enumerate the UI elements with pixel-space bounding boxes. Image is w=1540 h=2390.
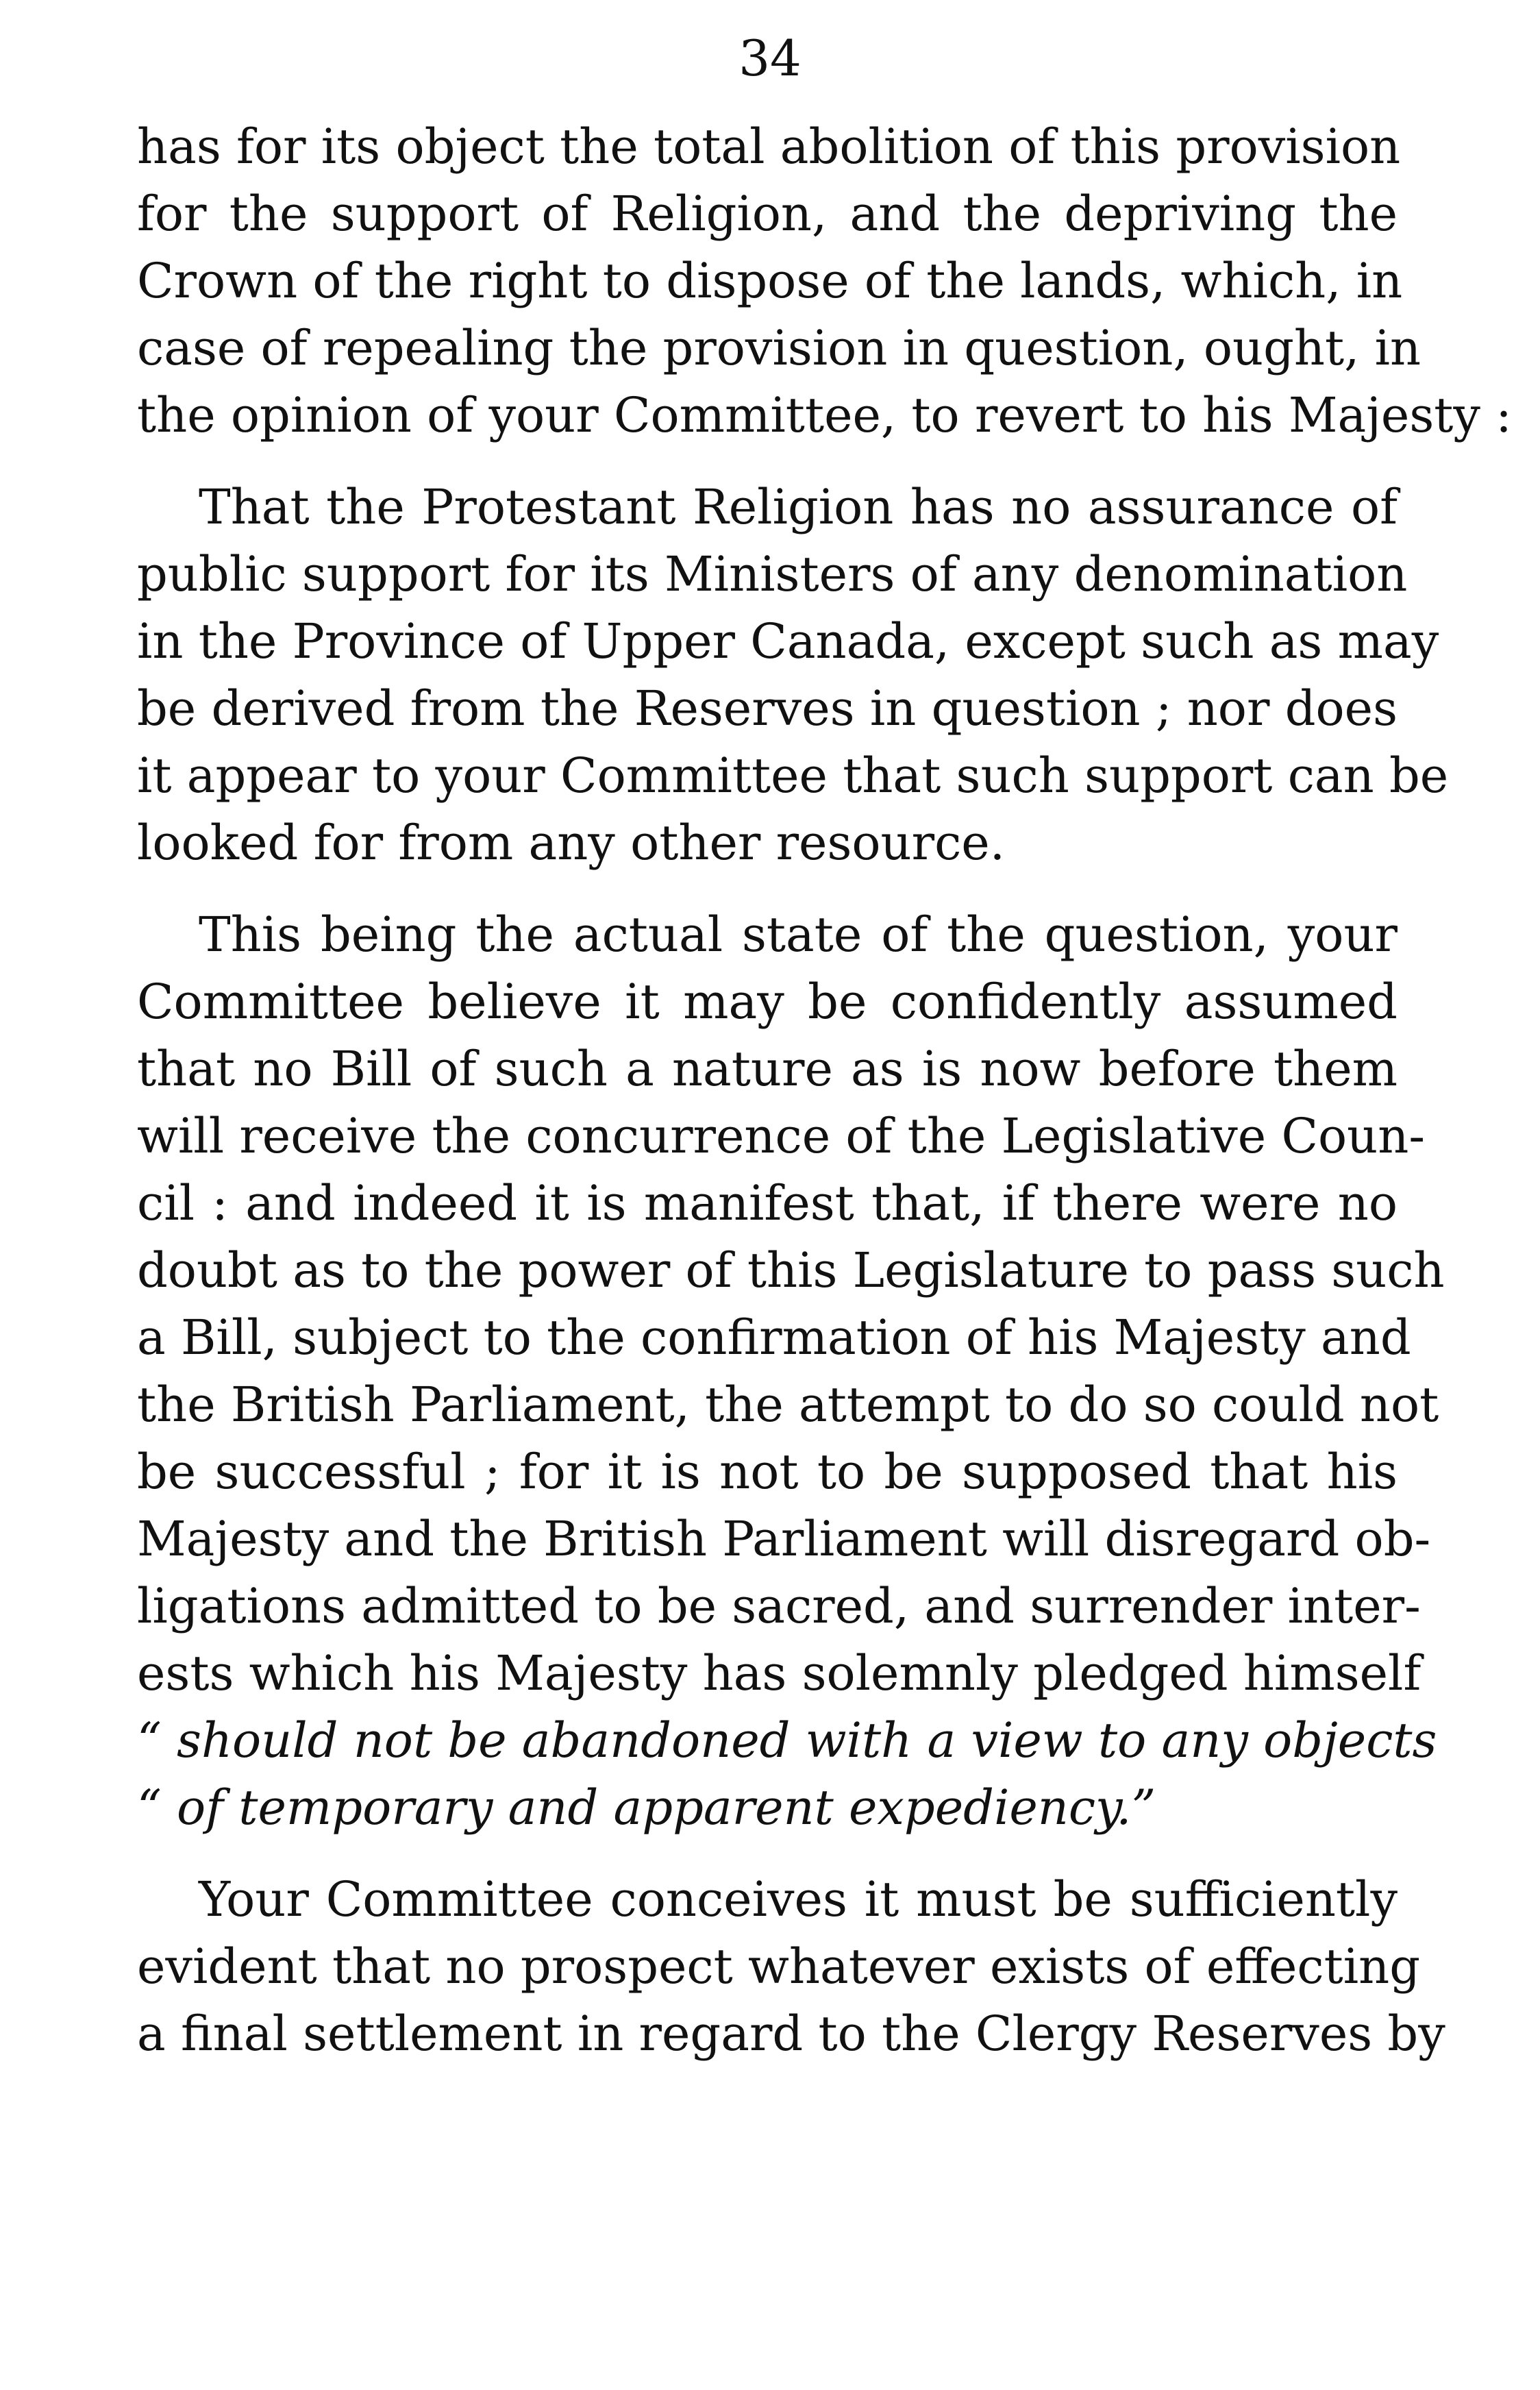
paragraph-2 [137, 473, 1449, 876]
text-line: looked for from any other resource. [137, 815, 1005, 871]
text-line: it appear to your Committee that such support can be [137, 748, 1449, 804]
text-line: public support for its Ministers of any denomination [137, 546, 1408, 602]
text-line: evident that no prospect whatever exists of effecting [137, 1938, 1421, 1995]
text-line: That the Protestant Religion has no assurance of [199, 479, 1398, 535]
text-line: has for its object the total abolition of this provision [137, 119, 1401, 175]
text-line: will receive the concurrence of the Legislative Coun- [137, 1108, 1425, 1164]
quoted-text-line: “ should not be abandoned with a view to any objects [137, 1712, 1437, 1769]
text-line: ligations admitted to be sacred, and surrender inter- [137, 1578, 1421, 1634]
text-line: Majesty and the British Parliament will disregard ob- [137, 1511, 1431, 1567]
text-line: This being the actual state of the question, your [199, 907, 1398, 963]
paragraph-4 [137, 1866, 1445, 2067]
quoted-text-line: “ of temporary and apparent expediency.” [137, 1779, 1156, 1836]
text-line: be derived from the Reserves in question ; nor does [137, 680, 1398, 737]
text-line: the British Parliament, the attempt to do so could not [137, 1377, 1439, 1433]
text-line: in the Province of Upper Canada, except such as may [137, 613, 1439, 669]
text-line: ests which his Majesty has solemnly pledged himself [137, 1645, 1421, 1701]
text-line: doubt as to the power of this Legislature to pass such [137, 1242, 1445, 1298]
text-line: Crown of the right to dispose of the lands, which, in [137, 253, 1403, 309]
text-line: cil : and indeed it is manifest that, if there were no [137, 1175, 1398, 1231]
text-line: for the support of Religion, and the depriving the [137, 186, 1398, 242]
text-line: the opinion of your Committee, to revert to his Majesty : [137, 387, 1512, 443]
text-line: a Bill, subject to the confirmation of his Majesty and [137, 1309, 1411, 1366]
paragraph-3 [137, 901, 1445, 1841]
page-number: 34 [738, 29, 802, 87]
text-line: Committee believe it may be confidently assumed [137, 974, 1398, 1030]
text-line: be successful ; for it is not to be supposed that his [137, 1444, 1398, 1500]
text-line: that no Bill of such a nature as is now before them [137, 1041, 1398, 1097]
paragraph-1 [137, 113, 1512, 449]
text-line: case of repealing the provision in question, ought, in [137, 320, 1421, 376]
text-line: Your Committee conceives it must be sufficiently [199, 1871, 1398, 1927]
text-line: a final settlement in regard to the Clergy Reserves by [137, 2006, 1445, 2062]
body-text [137, 113, 1512, 2067]
